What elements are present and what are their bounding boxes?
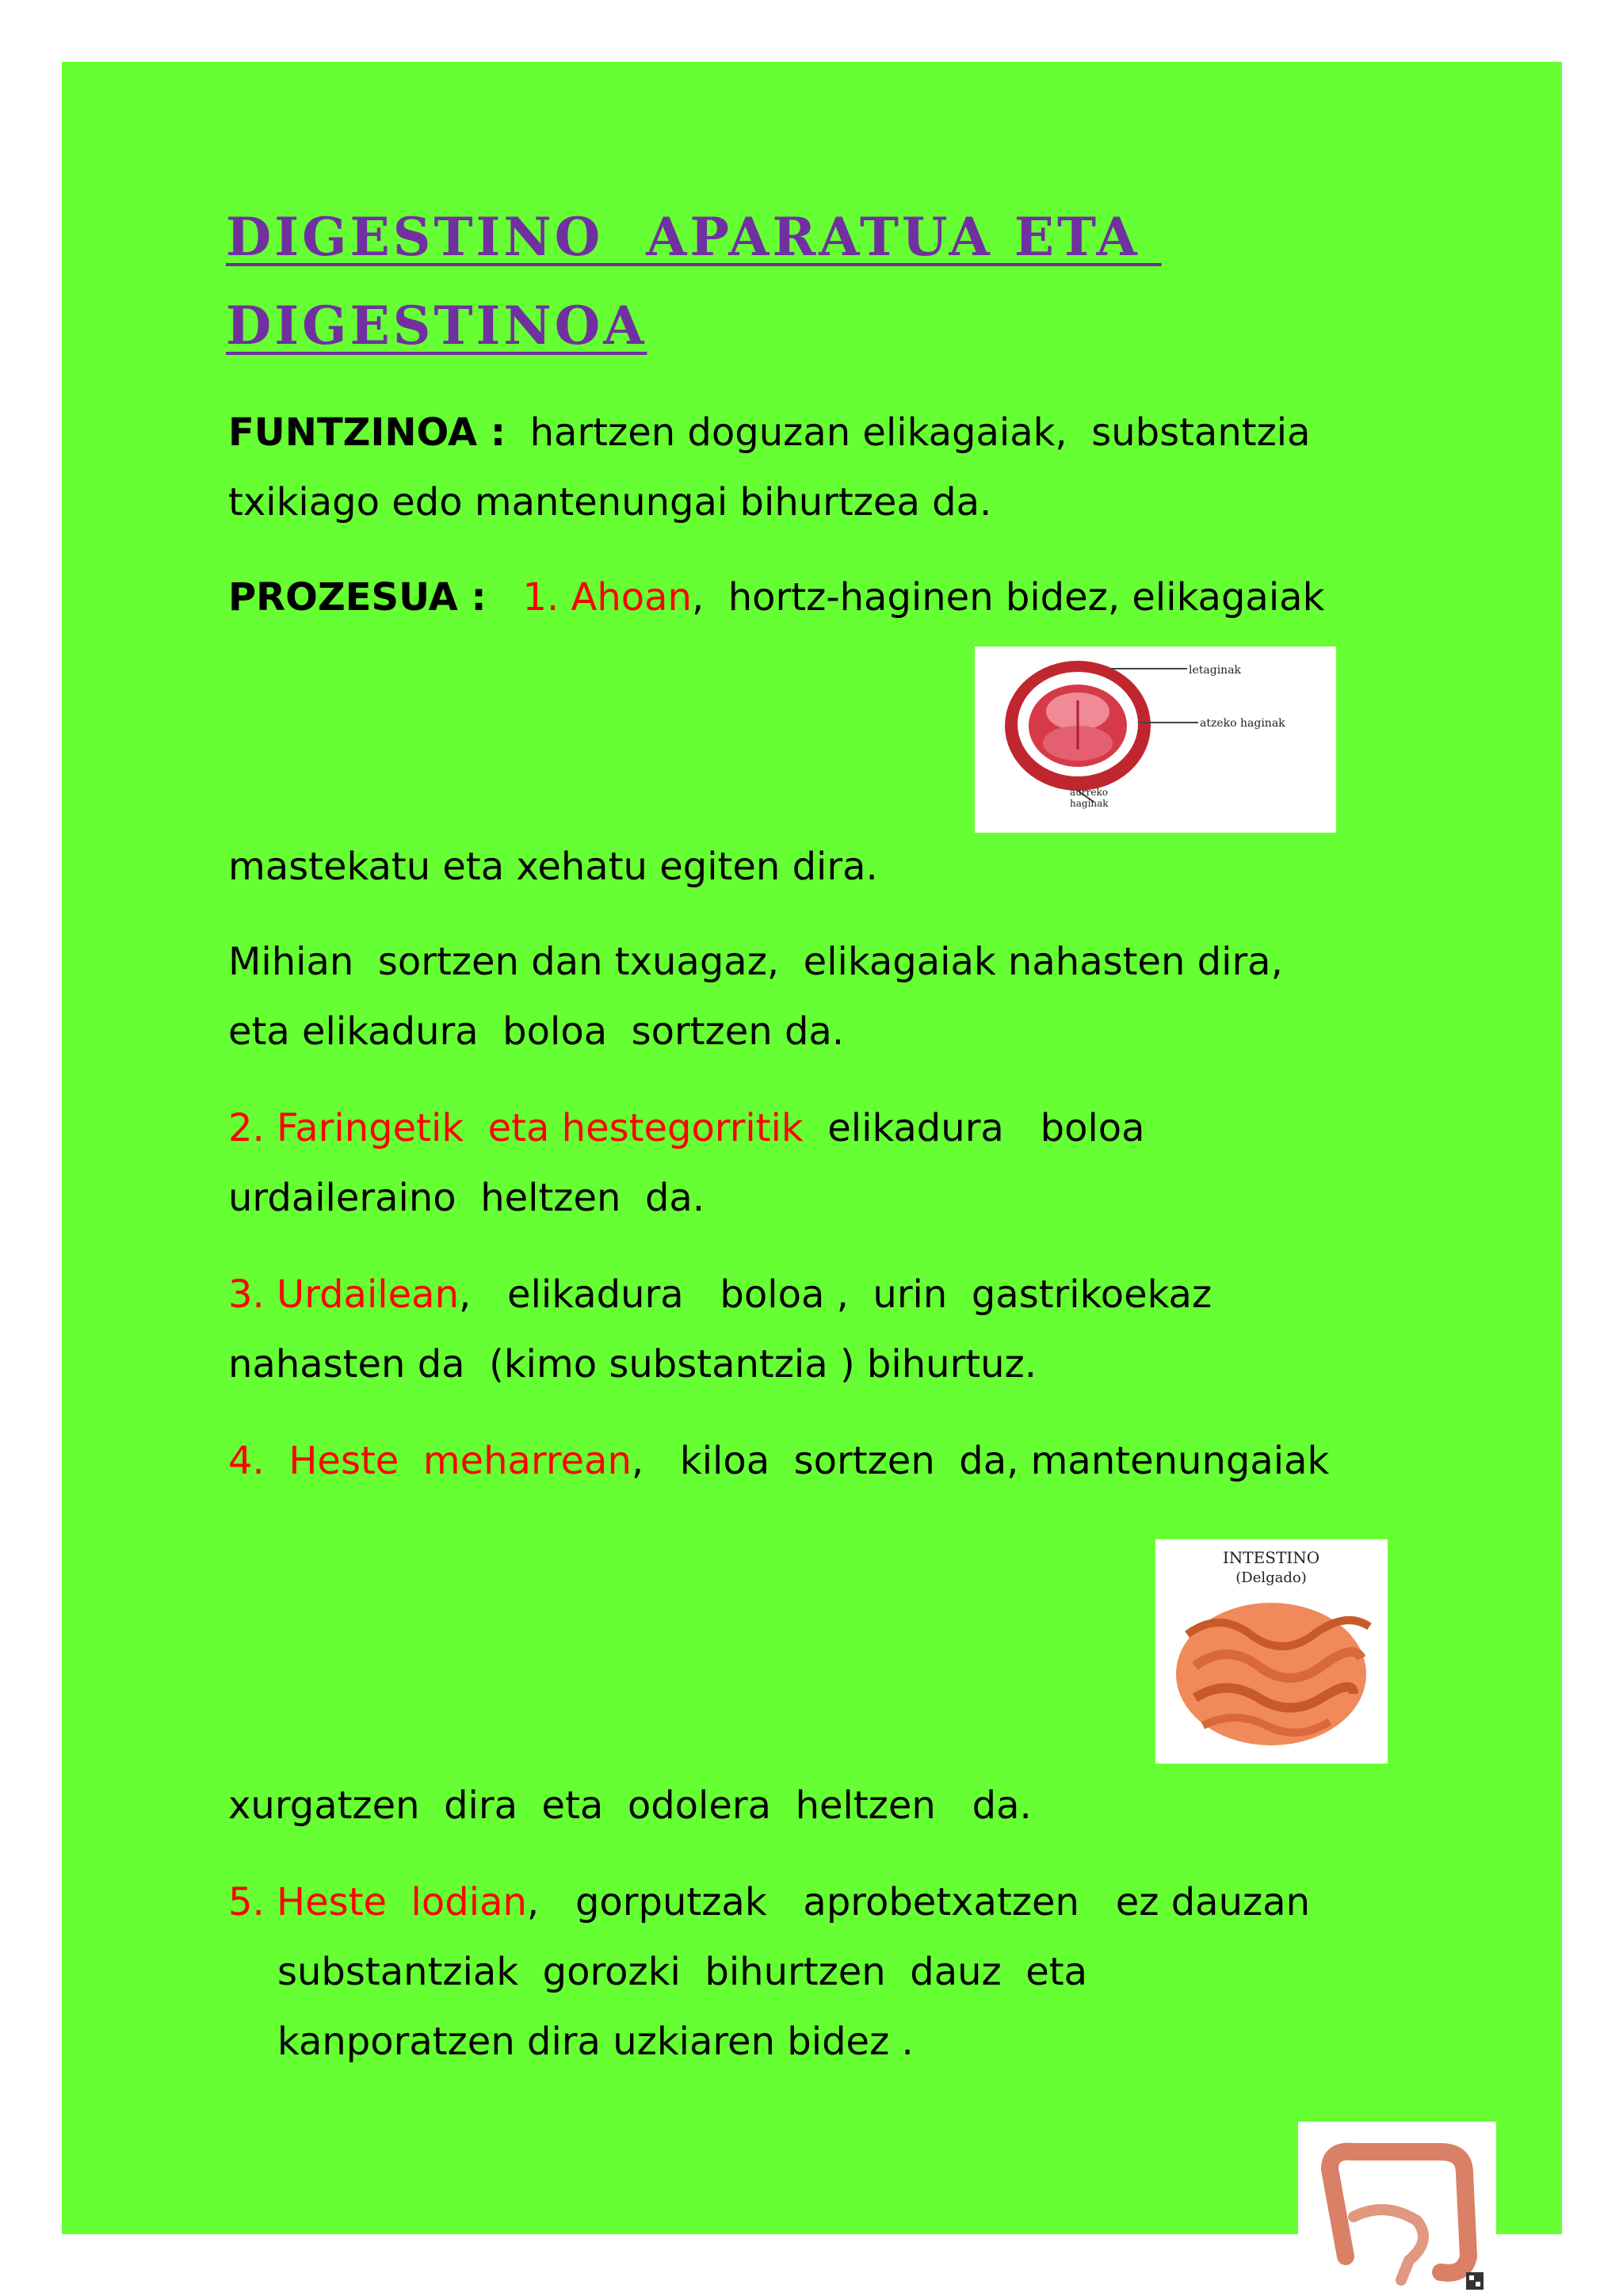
mouth-label-right: atzeko haginak (1200, 717, 1285, 730)
step-5-continuation-1: substantziak gorozki bihurtzen dauz eta (277, 1950, 1088, 1994)
intestine-title-1: INTESTINO (1222, 1548, 1320, 1567)
function-text-2: txikiago edo mantenungai bihurtzea da. (228, 480, 992, 524)
process-step-4 (228, 1439, 1330, 1483)
mouth-label-bottom-1: aurreko (1070, 787, 1108, 798)
tongue-text-2: eta elikadura boloa sortzen da. (228, 1009, 845, 1054)
step-5-highlight: 5. Heste lodian (228, 1880, 527, 1924)
step-1-text: , hortz-haginen bidez, elikagaiak (691, 575, 1325, 620)
step-2-text: elikadura boloa (803, 1106, 1145, 1150)
step-1-continuation: mastekatu eta xehatu egiten dira. (228, 845, 878, 889)
step-2-continuation: urdaileraino heltzen da. (228, 1176, 705, 1220)
process-step-2 (228, 1106, 1145, 1150)
function-paragraph-1 (228, 410, 1311, 455)
step-4-highlight: 4. Heste meharrean (228, 1439, 632, 1483)
step-3-text: , elikadura boloa , urin gastrikoekaz (459, 1272, 1212, 1317)
mouth-label-top: letaginak (1189, 664, 1242, 677)
step-5-text: , gorputzak aprobetxatzen ez dauzan (526, 1880, 1311, 1924)
intestine-title-2: (Delgado) (1235, 1569, 1307, 1586)
function-label: FUNTZINOA : (228, 410, 506, 455)
step-3-highlight: 3. Urdailean (228, 1272, 459, 1317)
tongue-text-1: Mihian sortzen dan txuagaz, elikagaiak nahasten dira, (228, 940, 1283, 984)
function-text-1: hartzen doguzan elikagaiak, substantzia (506, 410, 1311, 455)
step-3-continuation: nahasten da (kimo substantzia ) bihurtuz. (228, 1342, 1037, 1386)
title-line-2: DIGESTINOA (226, 295, 647, 357)
step-2-highlight: 2. Faringetik eta hestegorritik (228, 1106, 804, 1150)
mouth-label-bottom-2: haginak (1070, 798, 1109, 809)
process-step-3 (228, 1272, 1212, 1317)
process-label: PROZESUA : (228, 575, 487, 620)
step-4-continuation: xurgatzen dira eta odolera heltzen da. (228, 1783, 1032, 1828)
process-step-5 (228, 1880, 1311, 1924)
mouth-diagram (975, 646, 1336, 833)
step-4-text: , kiloa sortzen da, mantenungaiak (631, 1439, 1330, 1483)
small-intestine-image (1155, 1539, 1388, 1764)
step-1-highlight: 1. Ahoan (522, 575, 692, 620)
large-intestine-image (1298, 2122, 1496, 2296)
process-step-1 (228, 575, 1325, 620)
step-5-continuation-2: kanporatzen dira uzkiaren bidez . (277, 2019, 914, 2064)
title-line-1: DIGESTINO APARATUA ETA (226, 206, 1162, 268)
